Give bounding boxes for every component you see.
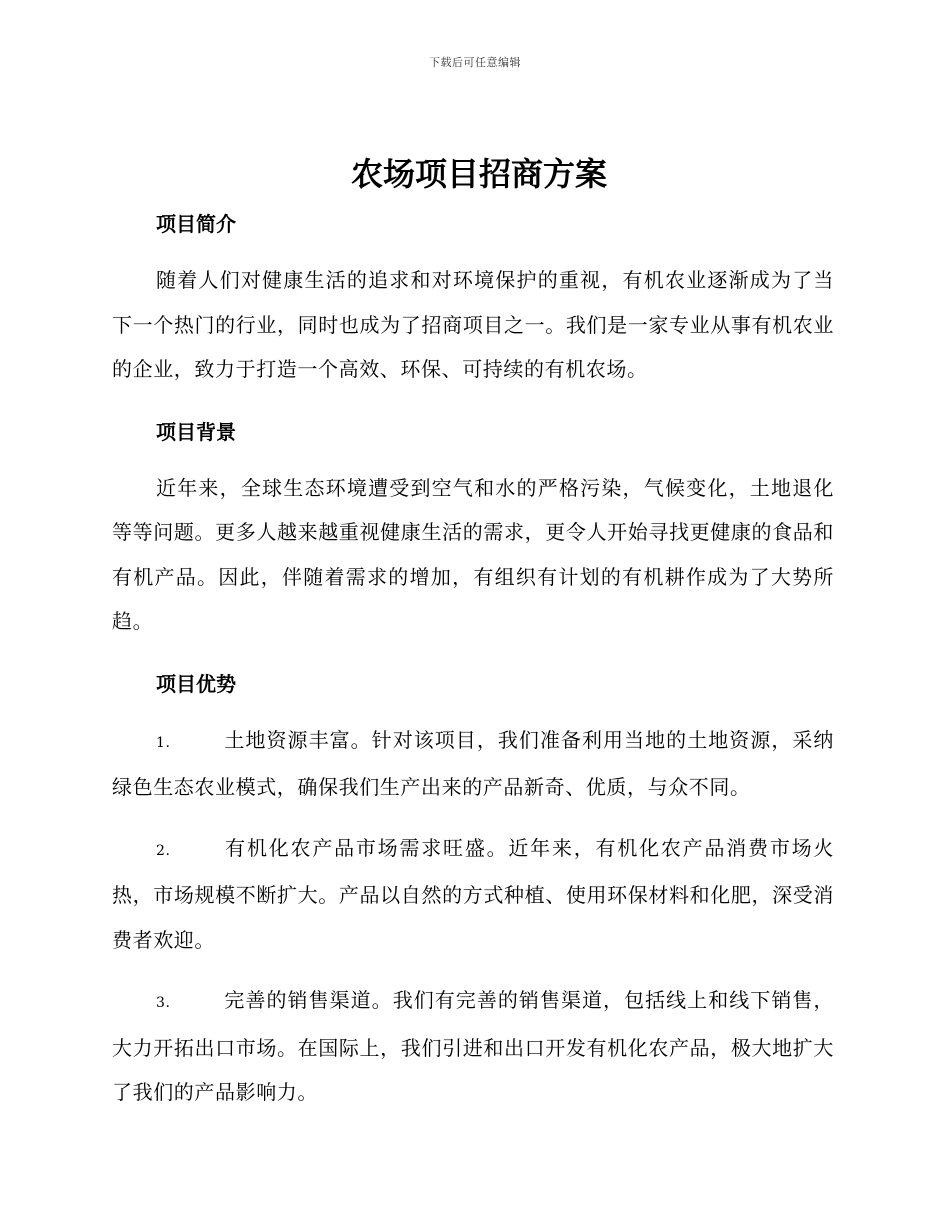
list-item-text: 有机化农产品市场需求旺盛。近年来，有机化农产品消费市场火热，市场规模不断扩大。产品以自然的方式种植、使用环保材料和化肥，深受消费者欢迎。 — [112, 835, 834, 952]
list-item — [112, 978, 834, 1115]
list-item-number: 1. — [156, 734, 171, 751]
list-item-number: 2. — [156, 842, 171, 859]
section-heading-advantages: 项目优势 — [156, 671, 236, 696]
header-note: 下载后可任意编辑 — [429, 56, 521, 69]
document-body — [112, 150, 834, 1115]
list-item — [112, 718, 834, 810]
document-title: 农场项目招商方案 — [350, 155, 607, 193]
paragraph-intro: 随着人们对健康生活的追求和对环境保护的重视，有机农业逐渐成为了当下一个热门的行业，同时也成为了招商项目之一。我们是一家专业从事有机农业的企业，致力于打造一个高效、环保、可持续的有机农场。 — [112, 268, 834, 381]
paragraph-background: 近年来，全球生态环境遭受到空气和水的严格污染，气候变化，土地退化等等问题。更多人越来越重视健康生活的需求，更令人开始寻找更健康的食品和有机产品。因此，伴随着需求的增加，有组织有计划的有机耕作成为了大势所趋。 — [112, 475, 834, 633]
list-item-number: 3. — [156, 995, 171, 1011]
list-item-text: 土地资源丰富。针对该项目，我们准备利用当地的土地资源，采纳绿色生态农业模式，确保我们生产出来的产品新奇、优质，与众不同。 — [112, 727, 834, 799]
section-heading-background: 项目背景 — [156, 419, 236, 444]
list-item — [112, 826, 834, 963]
section-heading-intro: 项目简介 — [156, 212, 236, 236]
list-item-text: 完善的销售渠道。我们有完善的销售渠道，包括线上和线下销售，大力开拓出口市场。在国际上，我们引进和出口开发有机化农产品，极大地扩大了我们的产品影响力。 — [112, 988, 834, 1104]
